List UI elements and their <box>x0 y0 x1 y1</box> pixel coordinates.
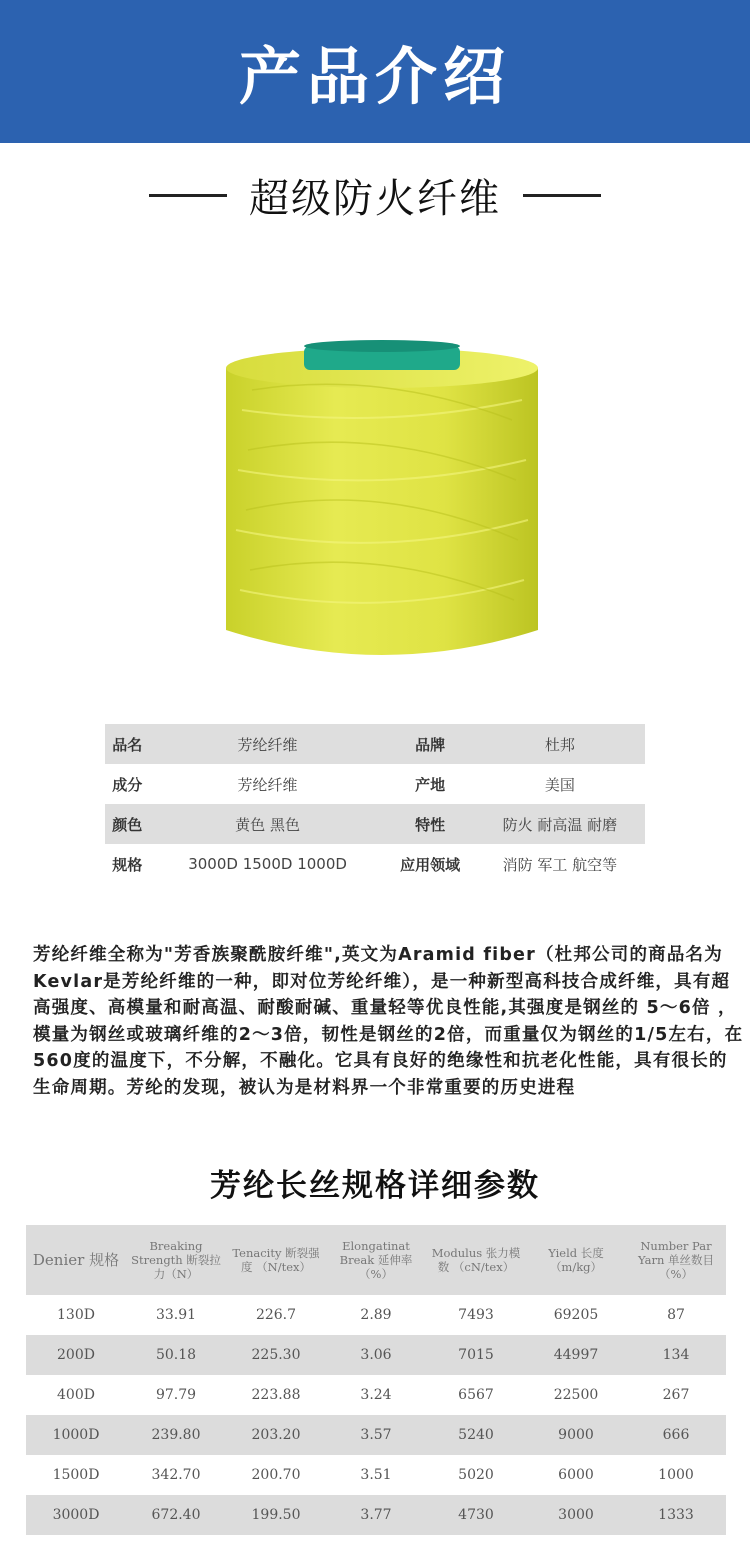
spec-cell: 200.70 <box>251 1467 301 1483</box>
info-value: 防火 耐高温 耐磨 <box>475 804 645 844</box>
spec-cell: 199.50 <box>226 1495 326 1535</box>
product-info-table <box>105 724 645 884</box>
spec-row <box>26 1375 726 1415</box>
spec-cell: 7015 <box>426 1335 526 1375</box>
spec-header-cell: Number Par Yarn 单丝数目（%） <box>626 1225 726 1295</box>
spec-cell: 134 <box>626 1335 726 1375</box>
product-subtitle: 超级防火纤维 <box>249 175 501 222</box>
spec-cell: 4730 <box>426 1495 526 1535</box>
spec-cell: 5240 <box>426 1415 526 1455</box>
banner-title: 产品介绍 <box>238 40 511 113</box>
spec-row <box>26 1455 726 1495</box>
spec-cell: 3.24 <box>360 1387 392 1403</box>
spec-cell: 239.80 <box>126 1415 226 1455</box>
info-value: 美国 <box>544 775 575 794</box>
yarn-spool-image <box>222 330 542 675</box>
info-row <box>105 724 645 764</box>
info-value: 芳纶纤维 <box>237 775 298 794</box>
info-value: 杜邦 <box>475 724 645 764</box>
spec-section-title: 芳纶长丝规格详细参数 <box>210 1168 540 1204</box>
spec-cell: 267 <box>662 1387 690 1403</box>
info-key: 品名 <box>105 724 150 764</box>
spec-cell: 672.40 <box>126 1495 226 1535</box>
spec-header-cell: Modulus 张力模数 （cN/tex） <box>426 1225 526 1295</box>
spec-cell: 1333 <box>626 1495 726 1535</box>
spec-cell: 3.06 <box>326 1335 426 1375</box>
spec-cell: 1000D <box>26 1415 126 1455</box>
spec-cell: 87 <box>667 1307 685 1323</box>
info-key: 颜色 <box>105 804 150 844</box>
spec-cell: 44997 <box>526 1335 626 1375</box>
spec-cell: 223.88 <box>251 1387 301 1403</box>
info-row <box>105 844 645 884</box>
spec-cell: 3000 <box>526 1495 626 1535</box>
spec-cell: 130D <box>57 1307 95 1323</box>
spec-cell: 226.7 <box>255 1307 297 1323</box>
spec-table <box>26 1225 726 1535</box>
spec-cell: 69205 <box>553 1307 599 1323</box>
spec-header-cell: Elongatinat Break 延伸率（%） <box>326 1225 426 1295</box>
spec-row <box>26 1335 726 1375</box>
spec-cell: 3000D <box>26 1495 126 1535</box>
heading-rule-right <box>523 194 601 197</box>
spec-cell: 3.51 <box>360 1467 392 1483</box>
info-value: 黄色 黑色 <box>150 804 386 844</box>
spec-cell: 33.91 <box>155 1307 197 1323</box>
spec-row <box>26 1415 726 1455</box>
spec-cell: 97.79 <box>155 1387 197 1403</box>
spec-header-cell: Breaking Strength 断裂拉力（N） <box>126 1225 226 1295</box>
info-key: 品牌 <box>386 724 475 764</box>
product-description: 芳纶纤维全称为"芳香族聚酰胺纤维",英文为Aramid fiber（杜邦公司的商品名为Kevlar是芳纶纤维的一种，即对位芳纶纤维），是一种新型高科技合成纤维，具有超高强度、高模量和耐高温、耐酸耐碱、重量轻等优良性能,其强度是钢丝的 5～6倍 ，模量为钢丝或玻璃纤维的2～3倍，韧性是钢丝的2倍，而重量仅为钢丝的1/5左右，在560度的温度下，不分解，不融化。它具有良好的绝缘性和抗老化性能，具有很长的生命周期。芳纶的发现，被认为是材料界一个非常重要的历史进程 <box>33 945 744 1098</box>
spec-cell: 9000 <box>526 1415 626 1455</box>
spec-cell: 50.18 <box>126 1335 226 1375</box>
spec-cell: 6000 <box>558 1467 594 1483</box>
spec-cell: 5020 <box>458 1467 494 1483</box>
info-value: 消防 军工 航空等 <box>502 855 618 874</box>
info-value: 芳纶纤维 <box>150 724 386 764</box>
info-key: 规格 <box>112 855 143 874</box>
info-key: 成分 <box>112 775 143 794</box>
info-row <box>105 764 645 804</box>
header-banner <box>0 0 750 143</box>
info-key: 特性 <box>386 804 475 844</box>
spec-row <box>26 1495 726 1535</box>
spec-cell: 1500D <box>52 1467 100 1483</box>
spec-cell: 666 <box>626 1415 726 1455</box>
heading-rule-left <box>149 194 227 197</box>
spec-cell: 3.77 <box>326 1495 426 1535</box>
info-row <box>105 804 645 844</box>
spec-cell: 203.20 <box>226 1415 326 1455</box>
spec-cell: 400D <box>57 1387 95 1403</box>
section-heading <box>0 160 750 230</box>
spec-header-row <box>26 1225 726 1295</box>
spec-cell: 342.70 <box>151 1467 201 1483</box>
spec-cell: 2.89 <box>360 1307 392 1323</box>
info-value: 3000D 1500D 1000D <box>188 855 347 873</box>
spec-cell: 7493 <box>458 1307 494 1323</box>
spec-cell: 200D <box>26 1335 126 1375</box>
spec-cell: 6567 <box>458 1387 494 1403</box>
spec-cell: 3.57 <box>326 1415 426 1455</box>
spec-cell: 22500 <box>553 1387 599 1403</box>
info-key: 应用领域 <box>400 855 461 874</box>
spec-row <box>26 1295 726 1335</box>
spec-header-cell: Yield 长度 （m/kg） <box>526 1225 626 1295</box>
spec-header-cell: Denier 规格 <box>26 1225 126 1295</box>
info-key: 产地 <box>415 775 446 794</box>
spec-header-cell: Tenacity 断裂强度 （N/tex） <box>226 1225 326 1295</box>
spec-cell: 1000 <box>658 1467 694 1483</box>
spec-cell: 225.30 <box>226 1335 326 1375</box>
